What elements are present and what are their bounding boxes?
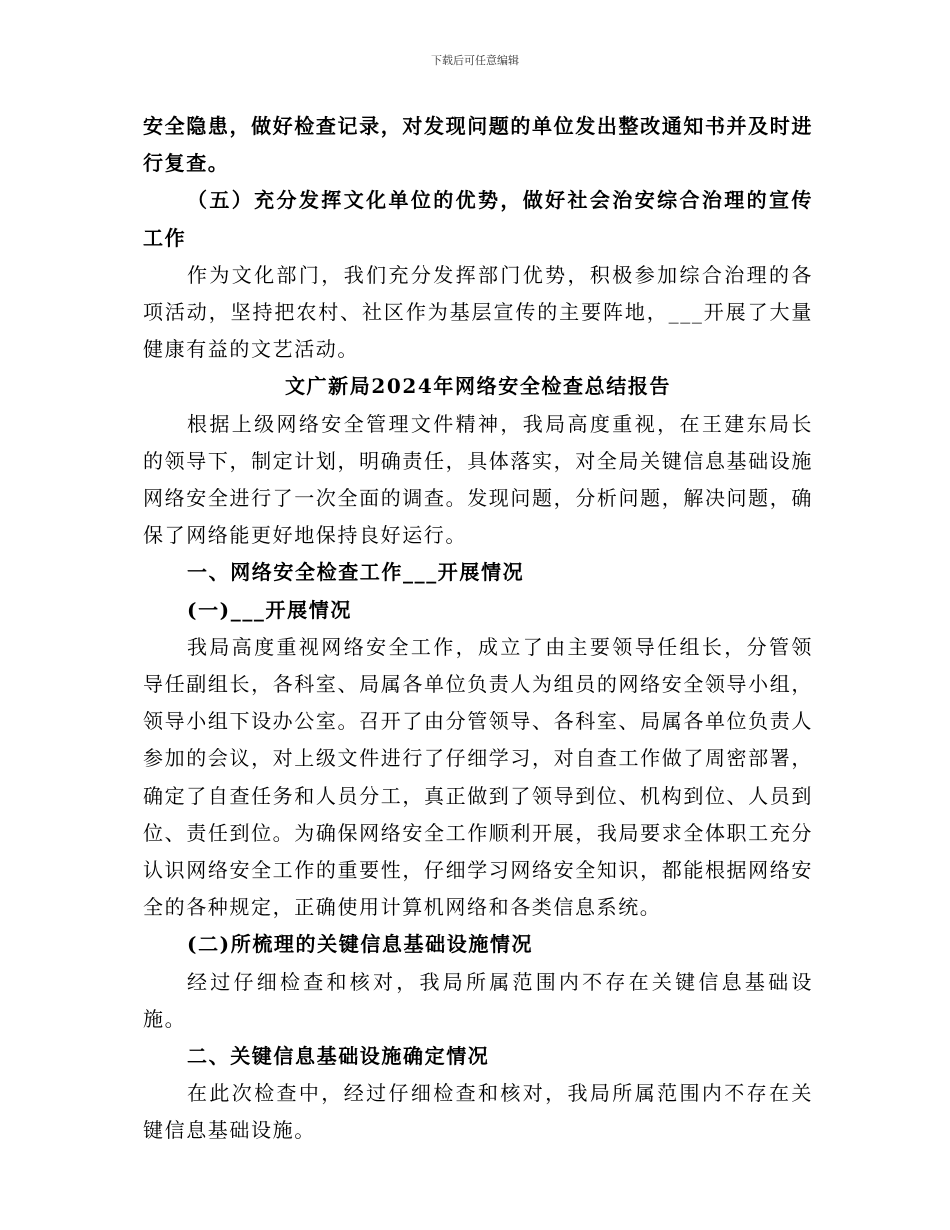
paragraph: 经过仔细检查和核对，我局所属范围内不存在关键信息基础设施。 [143,969,813,1031]
section-heading-one: 一、网络安全检查工作___开展情况 [187,560,525,585]
paragraph: 我局高度重视网络安全工作，成立了由主要领导任组长，分管领导任副组长，各科室、局属各单位负责人为组员的网络安全领导小组，领导小组下设办公室。召开了由分管领导、各科室、局属各单位负责人参加的会议，对上级文件进行了仔细学习，对自查工作做了周密部署，确定了自查任务和人员分工，真正做到了领导到位、机构到位、人员到位、责任到位。为确保网络安全工作顺利开展，我局要求全体职工充分认识网络安全工作的重要性，仔细学习网络安全知识，都能根据网络安全的各种规定，正确使用计算机网络和各类信息系统。 [143,634,813,920]
section-heading-five: （五）充分发挥文化单位的优势，做好社会治安综合治理的宣传工作 [143,188,813,250]
paragraph-continuation: 安全隐患，做好检查记录，对发现问题的单位发出整改通知书并及时进行复查。 [143,114,813,176]
subsection-heading-2: (二)所梳理的关键信息基础设施情况 [187,932,534,957]
page-header: 下载后可任意编辑 [431,54,519,67]
subsection-heading-1: (一)___开展情况 [187,597,352,622]
paragraph: 在此次检查中，经过仔细检查和核对，我局所属范围内不存在关键信息基础设施。 [143,1081,813,1143]
paragraph: 根据上级网络安全管理文件精神，我局高度重视，在王建东局长的领导下，制定计划，明确责任，具体落实，对全局关键信息基础设施网络安全进行了一次全面的调查。发现问题，分析问题，解决问题，确保了网络能更好地保持良好运行。 [143,411,813,548]
section-heading-two: 二、关键信息基础设施确定情况 [187,1044,490,1069]
paragraph: 作为文化部门，我们充分发挥部门优势，积极参加综合治理的各项活动，坚持把农村、社区作为基层宣传的主要阵地，___开展了大量健康有益的文艺活动。 [143,262,813,362]
document-title: 文广新局2024年网络安全检查总结报告 [284,374,672,399]
document-body [143,108,813,1150]
